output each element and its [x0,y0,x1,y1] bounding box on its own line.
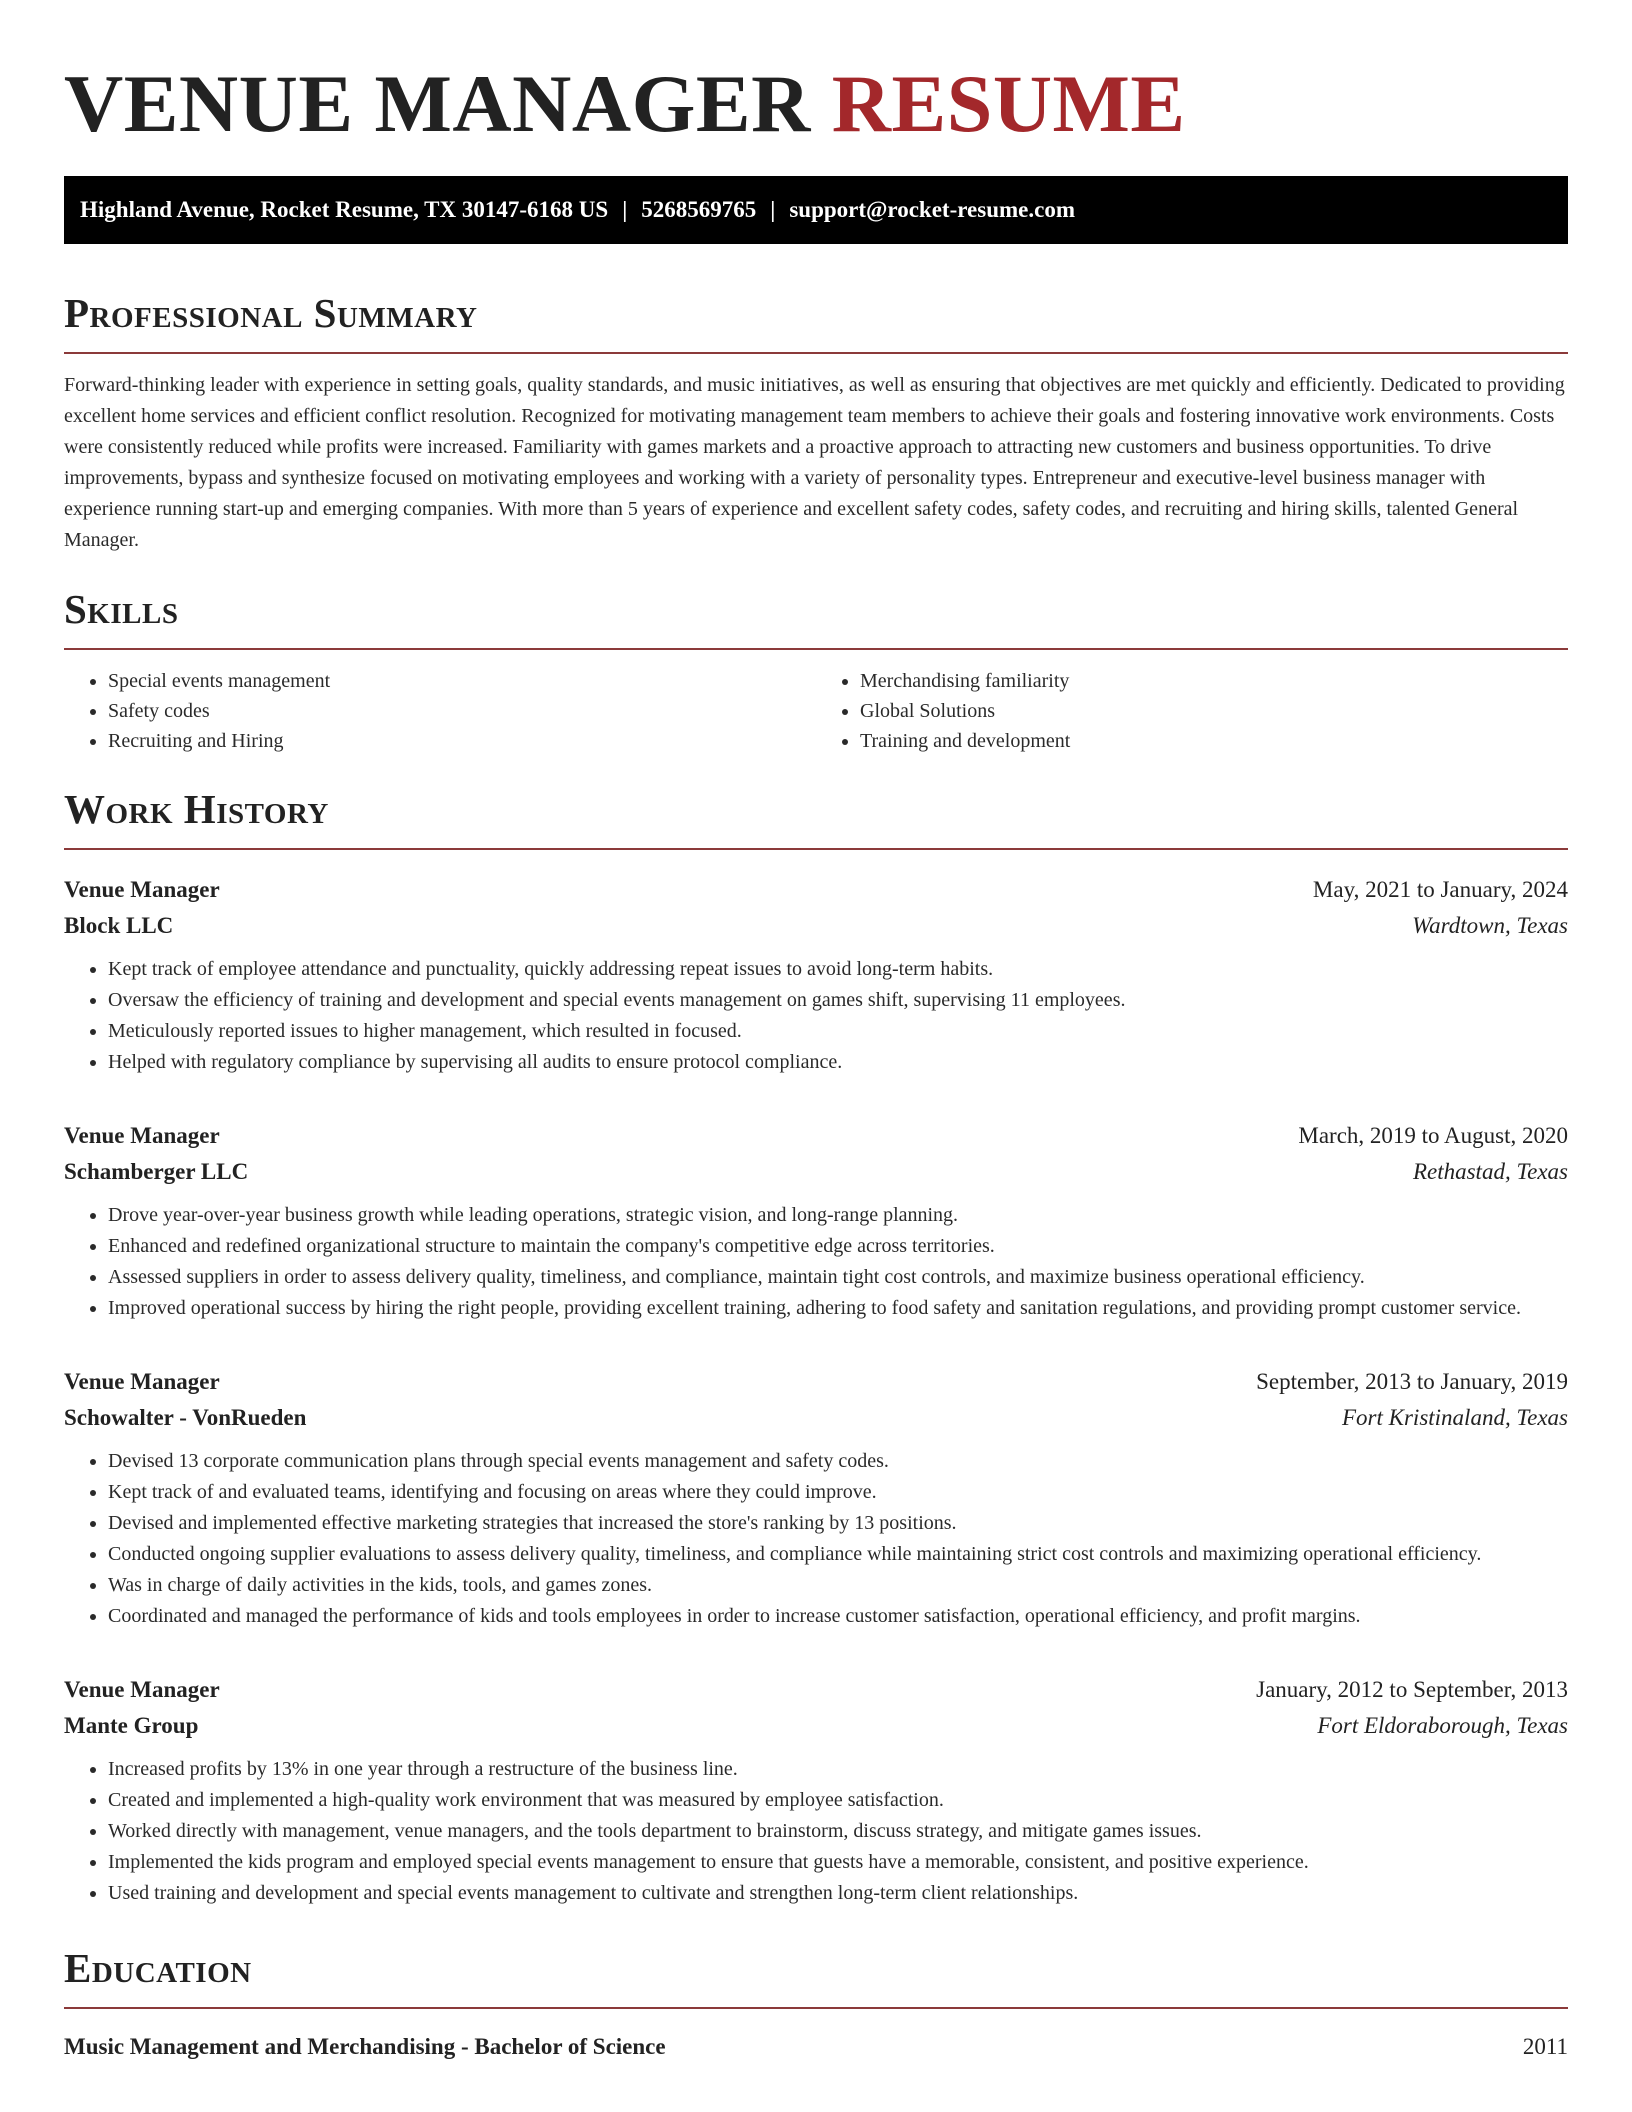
summary-section [64,288,1568,556]
skills-list-left [64,666,816,756]
job-dates: May, 2021 to January, 2024 [1312,877,1568,902]
section-divider [64,848,1568,850]
job-title: Venue Manager [64,1369,220,1394]
work-heading: Work History [64,786,329,832]
summary-text: Forward-thinking leader with experience in setting goals, quality standards, and music initiatives, as well as ensuring that objectives are met quickly and efficiently. Dedicated to providing excellent home services and efficient conflict resolution. Recognized for motivating management team members to achieve their goals and fostering innovative work environments. Costs were consistently reduced while profits were increased. Familiarity with games markets and a proactive approach to attracting new customers and business opportunities. To drive improvements, bypass and synthesize focused on motivating employees and working with a variety of personality types. Entrepreneur and executive-level business manager with experience running start-up and emerging companies. With more than 5 years of experience and excellent safety codes, safety codes, and recruiting and hiring skills, talented General Manager. [64,374,1565,551]
job-bullet: • Improved operational success by hiring the right people, providing excellent training, adhering to food safety and sanitation regulations, and providing prompt customer service. [108,1293,1568,1324]
job-bullet: • Used training and development and special events management to cultivate and strengthen long-term client relationships. [108,1878,1568,1909]
job-entry [64,1118,1568,1324]
job-company-row [64,1400,1568,1436]
resume-title [64,56,1568,152]
job-location: Fort Kristinaland, Texas [1342,1405,1568,1430]
education-year: 2011 [1522,2034,1568,2059]
job-location: Wardtown, Texas [1412,913,1568,938]
job-bullets [64,1200,1568,1324]
job-bullet: • Conducted ongoing supplier evaluations to assess delivery quality, timeliness, and compliance while maintaining strict cost controls and maximizing operational efficiency. [108,1539,1568,1570]
job-dates: September, 2013 to January, 2019 [1256,1369,1568,1394]
job-bullet: • Helped with regulatory compliance by supervising all audits to ensure protocol compliance. [108,1047,1568,1078]
job-company: Schamberger LLC [64,1159,249,1184]
skill-item: • Merchandising familiarity [860,666,1568,696]
job-bullet: • Assessed suppliers in order to assess delivery quality, timeliness, and compliance, maintain tight cost controls, and maximize business operational efficiency. [108,1262,1568,1293]
contact-separator: | [622,197,628,222]
job-bullet: • Implemented the kids program and employed special events management to ensure that guests have a memorable, consistent, and positive experience. [108,1847,1568,1878]
job-title: Venue Manager [64,877,220,902]
job-bullet: • Devised 13 corporate communication plans through special events management and safety codes. [108,1446,1568,1477]
job-bullet: • Coordinated and managed the performance of kids and tools employees in order to increase customer satisfaction, operational efficiency, and profit margins. [108,1601,1568,1632]
job-bullet: • Drove year-over-year business growth while leading operations, strategic vision, and long-range planning. [108,1200,1568,1231]
skills-list-right [816,666,1568,756]
job-company: Mante Group [64,1713,199,1738]
job-header-row [64,1672,1568,1708]
education-section [64,1943,1568,2065]
summary-heading: Professional Summary [64,290,478,336]
job-dates: January, 2012 to September, 2013 [1256,1677,1568,1702]
skill-item: • Recruiting and Hiring [108,726,816,756]
job-entry [64,872,1568,1078]
title-main: VENUE MANAGER [64,58,811,149]
section-divider [64,352,1568,354]
contact-separator: | [770,197,776,222]
job-company: Schowalter - VonRueden [64,1405,307,1430]
job-company-row [64,1708,1568,1744]
education-heading: Education [64,1945,252,1991]
skill-item: • Safety codes [108,696,816,726]
job-bullets [64,1754,1568,1909]
skill-item: • Special events management [108,666,816,696]
skill-item: • Training and development [860,726,1568,756]
section-divider [64,2007,1568,2009]
job-bullet: • Enhanced and redefined organizational structure to maintain the company's competitive edge across territories. [108,1231,1568,1262]
job-bullet: • Meticulously reported issues to higher management, which resulted in focused. [108,1016,1568,1047]
contact-phone: 5268569765 [641,197,757,222]
job-location: Fort Eldoraborough, Texas [1317,1713,1568,1738]
job-bullet: • Oversaw the efficiency of training and development and special events management on games shift, supervising 11 employees. [108,985,1568,1016]
job-title: Venue Manager [64,1677,220,1702]
job-bullet: • Increased profits by 13% in one year through a restructure of the business line. [108,1754,1568,1785]
contact-address: Highland Avenue, Rocket Resume, TX 30147-6168 US [80,197,609,222]
job-company: Block LLC [64,913,174,938]
work-section [64,784,1568,1909]
job-header-row [64,1364,1568,1400]
job-bullet: • Kept track of and evaluated teams, identifying and focusing on areas where they could improve. [108,1477,1568,1508]
contact-bar [64,176,1568,244]
job-bullet: • Worked directly with management, venue managers, and the tools department to brainstorm, discuss strategy, and mitigate games issues. [108,1816,1568,1847]
job-company-row [64,908,1568,944]
job-bullet: • Devised and implemented effective marketing strategies that increased the store's ranking by 13 positions. [108,1508,1568,1539]
title-accent: RESUME [831,58,1186,149]
job-bullet: • Was in charge of daily activities in the kids, tools, and games zones. [108,1570,1568,1601]
job-entry [64,1672,1568,1909]
education-degree: Music Management and Merchandising - Bachelor of Science [64,2034,666,2059]
job-bullet: • Created and implemented a high-quality work environment that was measured by employee satisfaction. [108,1785,1568,1816]
job-bullets [64,1446,1568,1632]
job-bullet: • Kept track of employee attendance and punctuality, quickly addressing repeat issues to avoid long-term habits. [108,954,1568,985]
job-header-row [64,1118,1568,1154]
skills-section [64,584,1568,756]
education-row [64,2029,1568,2065]
job-company-row [64,1154,1568,1190]
job-dates: March, 2019 to August, 2020 [1298,1123,1568,1148]
section-divider [64,648,1568,650]
job-location: Rethastad, Texas [1412,1159,1568,1184]
job-title: Venue Manager [64,1123,220,1148]
skill-item: • Global Solutions [860,696,1568,726]
job-bullets [64,954,1568,1078]
contact-email: support@rocket-resume.com [789,197,1075,222]
skills-columns [64,666,1568,756]
skills-heading: Skills [64,586,179,632]
job-header-row [64,872,1568,908]
job-entry [64,1364,1568,1632]
